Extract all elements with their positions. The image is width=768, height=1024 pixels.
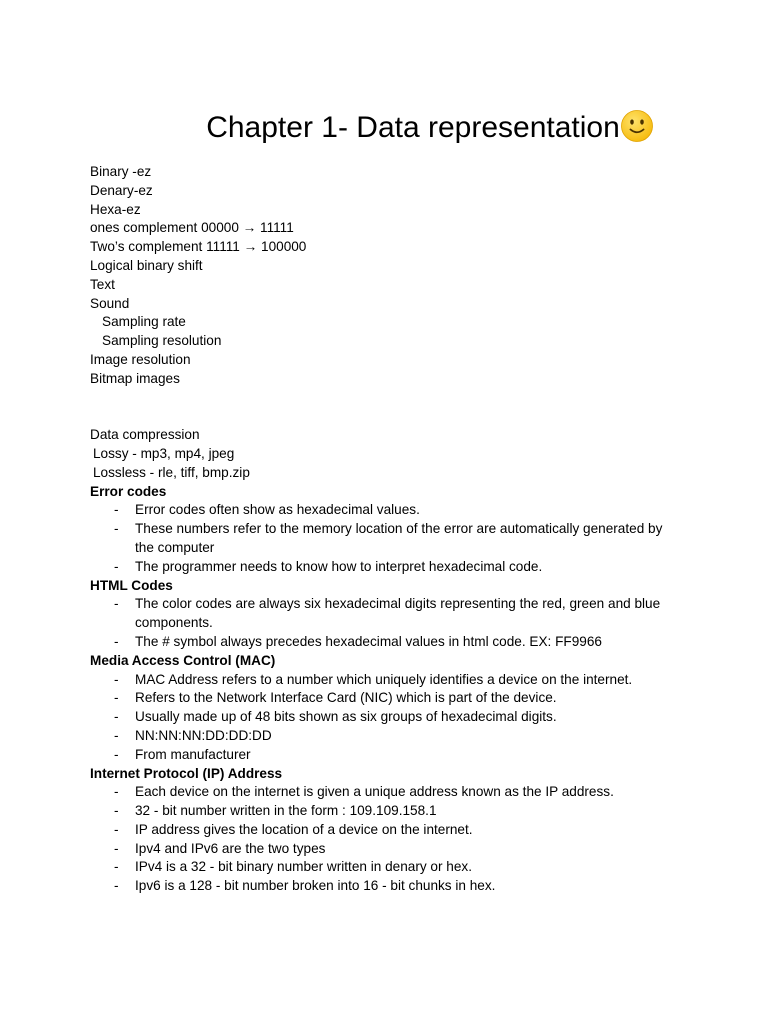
compression-heading: Data compression xyxy=(90,427,200,443)
section-heading: HTML Codes xyxy=(90,577,173,593)
topic-item: Bitmap images xyxy=(90,370,180,386)
list-item-text: NN:NN:NN:DD:DD:DD xyxy=(135,727,272,743)
list-item xyxy=(90,840,690,859)
list-item-text: Ipv6 is a 128 - bit number broken into 16 - bit chunks in hex. xyxy=(135,878,496,894)
topic-item: Hexa-ez xyxy=(90,201,141,217)
list-item-text: The # symbol always precedes hexadecimal values in html code. EX: FF9966 xyxy=(135,633,602,649)
compression-block xyxy=(90,426,690,482)
bullet-list xyxy=(90,671,690,765)
section-mac xyxy=(90,652,690,765)
document-body xyxy=(90,163,690,896)
spacer xyxy=(90,389,690,427)
subtopic-item: Sampling rate xyxy=(102,314,186,330)
list-item xyxy=(90,783,690,802)
topic-list xyxy=(90,163,690,389)
topic-item: Logical binary shift xyxy=(90,257,203,273)
bullet-list xyxy=(90,595,690,651)
list-item xyxy=(90,858,690,877)
page-title xyxy=(206,108,654,148)
list-item-text: Ipv4 and IPv6 are the two types xyxy=(135,840,326,856)
dash-bullet: - xyxy=(114,840,119,856)
compression-lossy: Lossy - mp3, mp4, jpeg xyxy=(93,445,235,461)
list-item xyxy=(90,802,690,821)
dash-bullet: - xyxy=(114,502,119,518)
list-item xyxy=(90,821,690,840)
dash-bullet: - xyxy=(114,784,119,800)
list-item-text: From manufacturer xyxy=(135,746,251,762)
dash-bullet: - xyxy=(114,521,119,537)
section-heading: Media Access Control (MAC) xyxy=(90,652,276,668)
page-title-text: Chapter 1- Data representation xyxy=(206,111,620,144)
list-item-text: Each device on the internet is given a unique address known as the IP address. xyxy=(135,784,614,800)
topic-item: Sound xyxy=(90,295,130,311)
bullet-list xyxy=(90,501,690,576)
list-item xyxy=(90,877,690,896)
list-item xyxy=(90,727,690,746)
list-item-text: The color codes are always six hexadecimal digits representing the red, green and blue components. xyxy=(135,596,661,631)
list-item-text: MAC Address refers to a number which uniquely identifies a device on the internet. xyxy=(135,671,633,687)
topic-item: Denary-ez xyxy=(90,182,153,198)
bullet-list xyxy=(90,783,690,896)
list-item xyxy=(90,558,690,577)
list-item xyxy=(90,633,690,652)
dash-bullet: - xyxy=(114,709,119,725)
list-item-text: The programmer needs to know how to interpret hexadecimal code. xyxy=(135,558,543,574)
topic-item: ones complement 00000 → 11111 xyxy=(90,220,294,236)
list-item-text: IPv4 is a 32 - bit binary number written in denary or hex. xyxy=(135,859,472,875)
dash-bullet: - xyxy=(114,596,119,612)
dash-bullet: - xyxy=(114,558,119,574)
section-ip-address xyxy=(90,765,690,897)
list-item xyxy=(90,520,690,558)
list-item-text: Usually made up of 48 bits shown as six groups of hexadecimal digits. xyxy=(135,709,557,725)
dash-bullet: - xyxy=(114,821,119,837)
topic-item: Two’s complement 11111 → 100000 xyxy=(90,239,307,255)
slightly-smiling-face-icon xyxy=(620,109,654,143)
list-item-text: 32 - bit number written in the form : 109.109.158.1 xyxy=(135,803,437,819)
list-item xyxy=(90,708,690,727)
dash-bullet: - xyxy=(114,746,119,762)
dash-bullet: - xyxy=(114,878,119,894)
section-heading: Internet Protocol (IP) Address xyxy=(90,765,283,781)
list-item-text: IP address gives the location of a device on the internet. xyxy=(135,821,473,837)
dash-bullet: - xyxy=(114,633,119,649)
dash-bullet: - xyxy=(114,690,119,706)
compression-lossless: Lossless - rle, tiff, bmp.zip xyxy=(93,464,250,480)
list-item-text: These numbers refer to the memory location of the error are automatically generated by the computer xyxy=(135,521,663,555)
list-item-text: Refers to the Network Interface Card (NIC) which is part of the device. xyxy=(135,690,557,706)
title-wrap xyxy=(0,108,768,148)
topic-item: Text xyxy=(90,276,115,292)
dash-bullet: - xyxy=(114,671,119,687)
list-item xyxy=(90,746,690,765)
list-item xyxy=(90,689,690,708)
list-item xyxy=(90,501,690,520)
list-item-text: Error codes often show as hexadecimal values. xyxy=(135,502,420,518)
list-item xyxy=(90,671,690,690)
topic-item: Image resolution xyxy=(90,351,191,367)
section-error-codes xyxy=(90,483,690,577)
section-html-codes xyxy=(90,577,690,652)
dash-bullet: - xyxy=(114,803,119,819)
list-item xyxy=(90,595,690,633)
subtopic-item: Sampling resolution xyxy=(102,333,222,349)
dash-bullet: - xyxy=(114,859,119,875)
dash-bullet: - xyxy=(114,727,119,743)
section-heading: Error codes xyxy=(90,483,167,499)
topic-item: Binary -ez xyxy=(90,164,152,179)
